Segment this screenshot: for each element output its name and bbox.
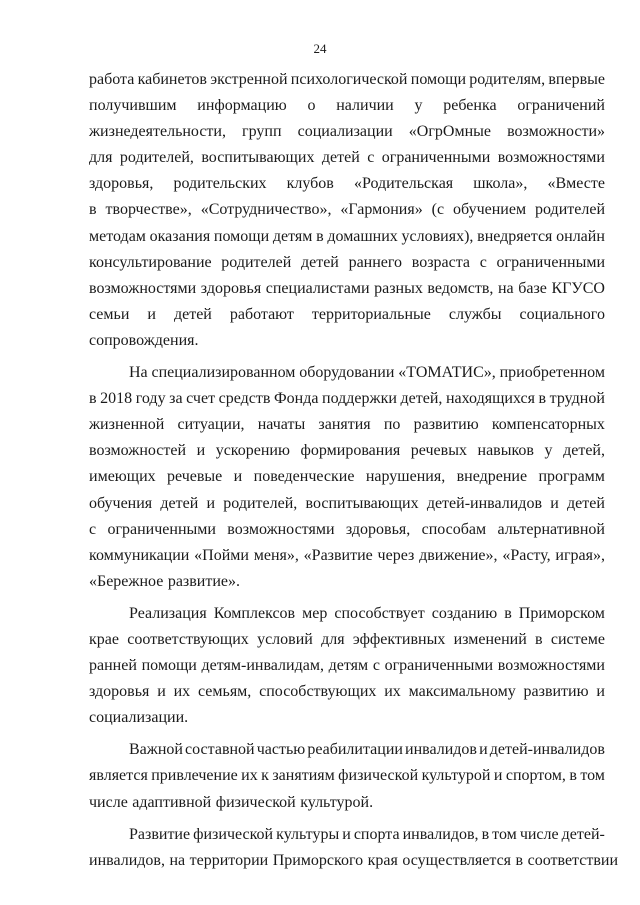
text-line: в творчестве», «Сотрудничество», «Гармония» (с обучением родителей	[89, 201, 605, 219]
text-line: Развитие физической культуры и спорта инвалидов, в том числе детей-	[129, 825, 605, 843]
text-line: здоровья и их семьям, способствующих их максимальному развитию и	[89, 683, 605, 701]
text-line: «Бережное развитие».	[89, 572, 241, 590]
text-line: обучения детей и родителей, воспитывающих детей-инвалидов и детей	[89, 494, 605, 512]
paragraph	[89, 67, 605, 354]
text-line: крае соответствующих условий для эффективных изменений в системе	[89, 630, 605, 648]
text-line: работа кабинетов экстренной психологической помощи родителям, впервые	[89, 71, 605, 88]
text-line: имеющих речевые и поведенческие нарушения, внедрение программ	[89, 468, 605, 486]
text-line: сопровождения.	[89, 331, 199, 349]
text-line: ранней помощи детям-инвалидам, детям с ограниченными возможностями	[89, 657, 605, 675]
text-line: жизненной ситуации, начаты занятия по развитию компенсаторных	[89, 416, 605, 434]
text-line: для родителей, воспитывающих детей с ограниченными возможностями	[89, 149, 605, 167]
text-line: числе адаптивной физической культурой.	[89, 793, 374, 811]
text-line: Важной составной частью реабилитации инвалидов и детей-инвалидов	[129, 741, 605, 759]
text-line: с ограниченными возможностями здоровья, способам альтернативной	[89, 520, 605, 538]
text-line: консультирование родителей детей раннего возраста с ограниченными	[89, 253, 605, 271]
text-line: социализации.	[89, 709, 189, 727]
document-body	[89, 67, 618, 874]
text-line: семьи и детей работают территориальные службы социального	[89, 305, 605, 323]
paragraph	[89, 601, 605, 731]
text-line: возможностями здоровья специалистами разных ведомств, на базе КГУСО	[89, 279, 605, 297]
text-line: является привлечение их к занятиям физической культурой и спортом, в том	[89, 767, 605, 785]
page-number: 24	[313, 41, 327, 56]
text-line: здоровья, родительских клубов «Родительская школа», «Вместе	[89, 175, 605, 193]
text-line: коммуникации «Пойми меня», «Развитие через движение», «Расту, играя»,	[89, 546, 605, 564]
text-line: в 2018 году за счет средств Фонда поддержки детей, находящихся в трудной	[89, 390, 605, 408]
paragraph	[89, 737, 605, 815]
text-line: возможностей и ускорению формирования речевых навыков у детей,	[89, 442, 605, 460]
text-line: жизнедеятельности, групп социализации «ОгрОмные возможности»	[89, 123, 605, 141]
text-line: инвалидов, на территории Приморского края осуществляется в соответствии	[89, 851, 618, 869]
text-line: Реализация Комплексов мер способствует созданию в Приморском	[129, 604, 605, 622]
paragraph	[89, 360, 605, 595]
text-line: На специализированном оборудовании «ТОМАТИС», приобретенном	[129, 364, 605, 382]
text-line: получившим информацию о наличии у ребенка ограничений	[89, 97, 605, 115]
text-line: методам оказания помощи детям в домашних условиях), внедряется онлайн	[89, 227, 605, 245]
paragraph	[89, 822, 618, 874]
